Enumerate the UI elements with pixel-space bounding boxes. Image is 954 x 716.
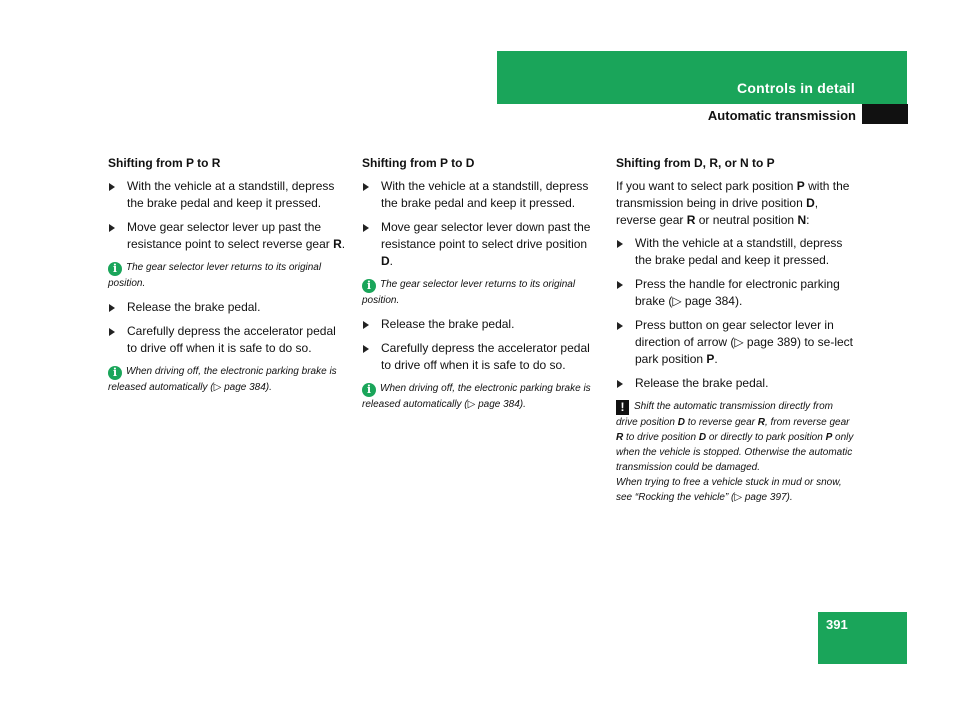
warning-text: , from reverse gear	[764, 417, 850, 428]
list-item	[362, 178, 602, 212]
intro-text: If you want to select park position	[616, 179, 797, 193]
info-icon: i	[362, 279, 376, 293]
list-item	[616, 317, 856, 368]
step-text-end: .	[341, 237, 346, 251]
intro-paragraph	[616, 178, 856, 229]
step-text: Release the brake pedal.	[127, 300, 261, 314]
gear-letter: P	[706, 352, 715, 366]
gear-letter: R	[686, 213, 696, 227]
intro-text: with the transmission being in drive position	[616, 179, 850, 210]
section-heading: Shifting from P to D	[362, 156, 475, 170]
page-number-box	[818, 612, 907, 664]
column-shift-to-p	[616, 155, 856, 513]
gear-letter: R	[757, 417, 765, 428]
info-icon: i	[108, 366, 122, 380]
bullet-arrow-icon	[363, 321, 369, 329]
section-heading: Shifting from D, R, or N to P	[616, 156, 775, 170]
warning-text: When trying to free a vehicle stuck in mud or snow, see “Rocking the vehicle” (▷ page 397).	[616, 477, 842, 503]
list-item	[108, 299, 348, 316]
bullet-arrow-icon	[617, 380, 623, 388]
list-item	[362, 340, 602, 374]
gear-letter: R	[333, 237, 342, 251]
list-item	[616, 235, 856, 269]
page-number: 391	[826, 617, 848, 632]
gear-letter: R	[616, 432, 624, 443]
step-text: Move gear selector lever down past the resistance point to select drive position	[381, 220, 591, 251]
step-text-end: .	[389, 254, 394, 268]
bullet-arrow-icon	[109, 304, 115, 312]
chapter-tab	[862, 104, 908, 124]
warning-icon: !	[616, 400, 629, 415]
warning-text: or directly to park position	[706, 432, 826, 443]
info-note	[108, 260, 348, 291]
step-text: Press the handle for electronic parking brake (▷ page 384).	[635, 277, 840, 308]
list-item	[108, 219, 348, 253]
warning-text: only when the vehicle is stopped. Otherwise the automatic transmission could be damaged.	[616, 432, 854, 473]
intro-text: :	[806, 213, 810, 227]
bullet-arrow-icon	[617, 240, 623, 248]
step-text: Carefully depress the accelerator pedal to drive off when it is safe to do so.	[127, 324, 336, 355]
info-note	[362, 277, 602, 308]
step-text: Release the brake pedal.	[381, 317, 515, 331]
gear-letter: P	[825, 432, 833, 443]
bullet-arrow-icon	[363, 345, 369, 353]
step-text: Move gear selector lever up past the resistance point to select reverse gear	[127, 220, 334, 251]
step-text: With the vehicle at a standstill, depress the brake pedal and keep it pressed.	[381, 179, 589, 210]
gear-letter: D	[806, 196, 815, 210]
warning-text: Shift the automatic transmission directly from drive position	[616, 401, 833, 428]
warning-text: to drive position	[623, 432, 699, 443]
bullet-arrow-icon	[109, 183, 115, 191]
step-text: Press button on gear selector lever in direction of arrow (▷ page 389) to se-lect park position	[635, 318, 853, 366]
section-subtitle: Automatic transmission	[707, 108, 856, 123]
list-item	[108, 178, 348, 212]
bullet-arrow-icon	[109, 224, 115, 232]
gear-letter: D	[677, 417, 685, 428]
bullet-arrow-icon	[109, 328, 115, 336]
note-text: When driving off, the electronic parking brake is released automatically (▷ page 384).	[108, 366, 337, 393]
list-item	[362, 219, 602, 270]
step-text: Release the brake pedal.	[635, 376, 769, 390]
bullet-arrow-icon	[363, 183, 369, 191]
warning-text: to reverse gear	[684, 417, 758, 428]
column-shift-p-to-r	[108, 155, 348, 403]
info-note	[108, 364, 348, 395]
bullet-arrow-icon	[363, 224, 369, 232]
warning-note	[616, 399, 856, 505]
header-bar	[497, 51, 907, 104]
intro-text: or neutral position	[695, 213, 798, 227]
info-icon: i	[108, 262, 122, 276]
list-item	[616, 375, 856, 392]
intro-text: , reverse gear	[616, 196, 819, 227]
info-note	[362, 381, 602, 412]
gear-letter: P	[796, 179, 805, 193]
info-icon: i	[362, 383, 376, 397]
step-text: Carefully depress the accelerator pedal to drive off when it is safe to do so.	[381, 341, 590, 372]
column-shift-p-to-d	[362, 155, 602, 420]
step-text: With the vehicle at a standstill, depress the brake pedal and keep it pressed.	[127, 179, 335, 210]
section-title: Controls in detail	[737, 80, 855, 96]
note-text: When driving off, the electronic parking brake is released automatically (▷ page 384).	[362, 383, 591, 410]
step-text: With the vehicle at a standstill, depress the brake pedal and keep it pressed.	[635, 236, 843, 267]
step-text-end: .	[714, 352, 718, 366]
list-item	[616, 276, 856, 310]
note-text: The gear selector lever returns to its original position.	[108, 262, 322, 289]
list-item	[362, 316, 602, 333]
bullet-arrow-icon	[617, 281, 623, 289]
gear-letter: N	[797, 213, 807, 227]
gear-letter: D	[381, 254, 390, 268]
section-heading: Shifting from P to R	[108, 156, 221, 170]
bullet-arrow-icon	[617, 322, 623, 330]
gear-letter: D	[698, 432, 707, 443]
list-item	[108, 323, 348, 357]
note-text: The gear selector lever returns to its original position.	[362, 279, 576, 306]
